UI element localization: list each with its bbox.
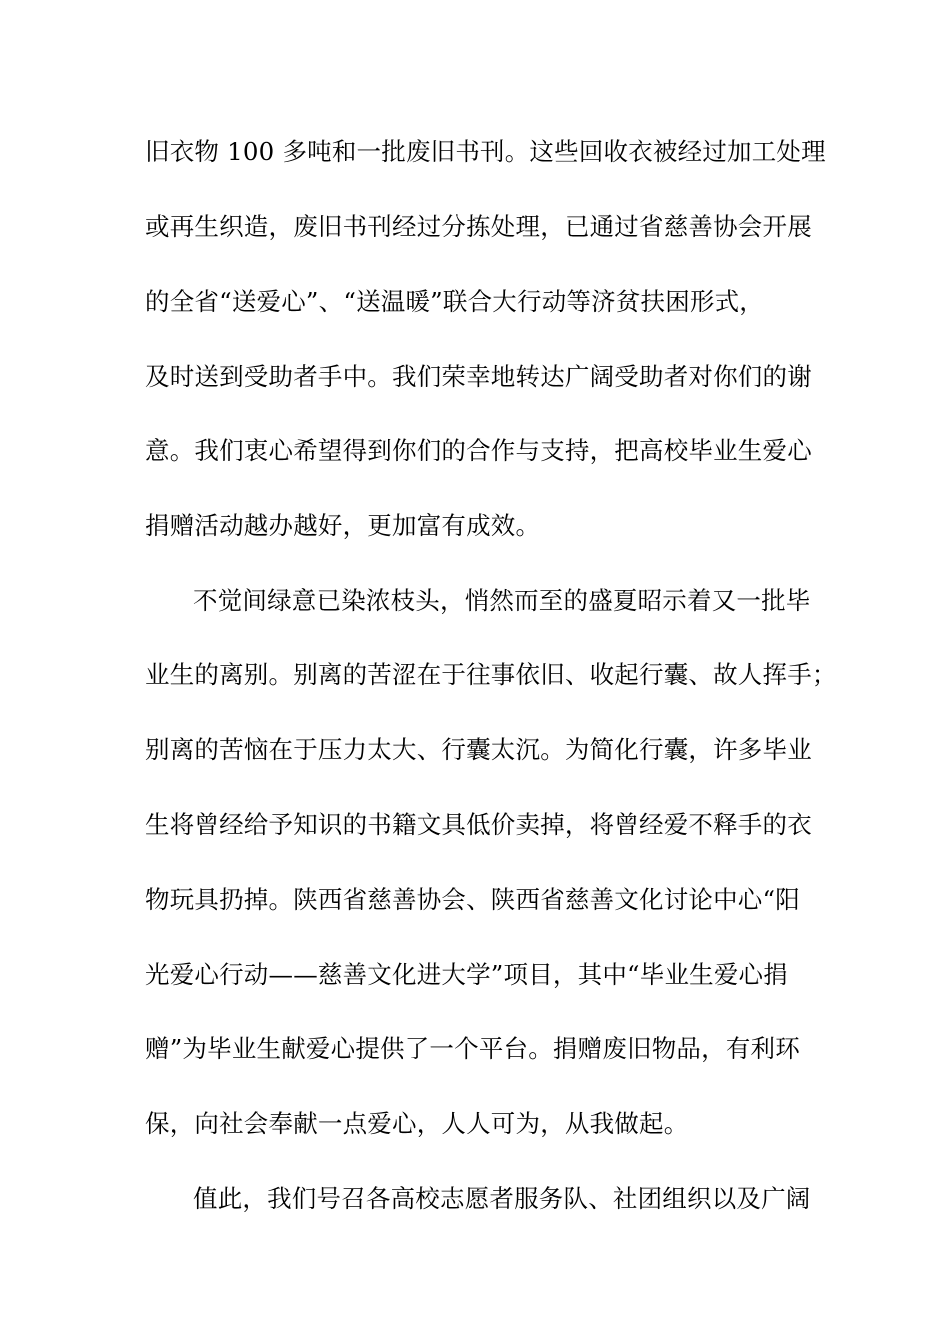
paragraph-line-3: 的全省“送爱心”、“送温暖”联合大行动等济贫扶困形式， — [145, 287, 764, 316]
paragraph-line-5: 意。我们衷心希望得到你们的合作与支持，把高校毕业生爱心 — [145, 436, 812, 465]
paragraph-line-1: 旧衣物 100 多吨和一批废旧书刊。这些回收衣被经过加工处理 — [145, 137, 826, 166]
paragraph-line-13: 赠”为毕业生献爱心提供了一个平台。捐赠废旧物品，有利环 — [145, 1034, 800, 1063]
paragraph-line-6: 捐赠活动越办越好，更加富有成效。 — [145, 511, 541, 540]
paragraph-line-9: 别离的苦恼在于压力太大、行囊太沉。为简化行囊，许多毕业 — [145, 735, 812, 764]
paragraph-2-first-line: 不觉间绿意已染浓枝头，悄然而至的盛夏昭示着又一批毕 — [193, 586, 811, 615]
paragraph-line-12: 光爱心行动——慈善文化进大学”项目，其中“毕业生爱心捐 — [145, 960, 788, 989]
paragraph-line-10: 生将曾经给予知识的书籍文具低价卖掉，将曾经爱不释手的衣 — [145, 810, 812, 839]
paragraph-line-8: 业生的离别。别离的苦涩在于往事依旧、收起行囊、故人挥手； — [145, 660, 837, 689]
paragraph-line-2: 或再生织造，废旧书刊经过分拣处理，已通过省慈善协会开展 — [145, 212, 812, 241]
paragraph-3-first-line: 值此，我们号召各高校志愿者服务队、社团组织以及广阔 — [193, 1184, 811, 1213]
paragraph-line-11: 物玩具扔掉。陕西省慈善协会、陕西省慈善文化讨论中心“阳 — [145, 885, 800, 914]
paragraph-line-14: 保，向社会奉献一点爱心，人人可为，从我做起。 — [145, 1109, 689, 1138]
paragraph-line-4: 及时送到受助者手中。我们荣幸地转达广阔受助者对你们的谢 — [145, 362, 812, 391]
